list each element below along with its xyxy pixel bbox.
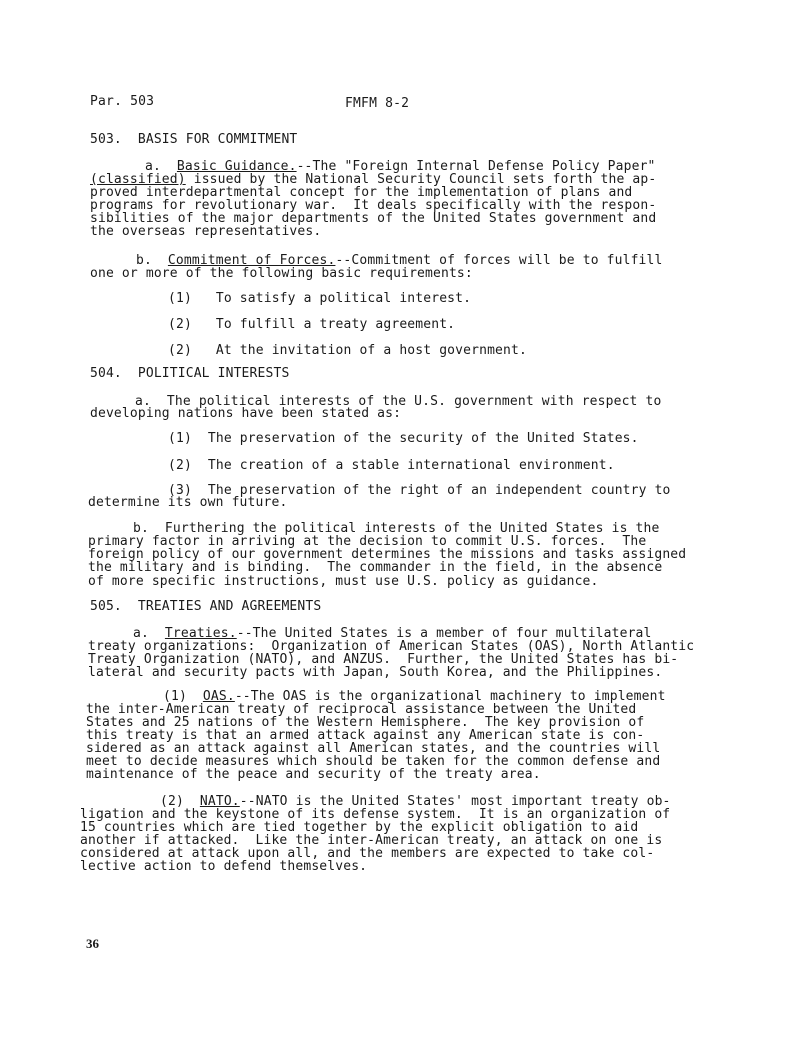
nato-title: NATO. (199, 794, 240, 809)
para-503a-classified: (classified) (90, 172, 186, 187)
para-503b-line-2: one or more of the following basic requirements: (90, 266, 473, 281)
para-503a-line-3: proved interdepartmental concept for the implementation of plans and (90, 185, 633, 200)
running-header-left: Par. 503 (90, 94, 155, 109)
oas-line-5: sidered as an attack against all American states, and the countries will (86, 741, 661, 756)
oas-line-3: States and 25 nations of the Western Hemisphere. The key provision of (86, 715, 645, 730)
para-503a-title: Basic Guidance. (176, 159, 297, 174)
oas-line-2: the inter-American treaty of reciprocal assistance between the United (86, 702, 637, 717)
running-header-center: FMFM 8-2 (345, 96, 410, 111)
interest-1: (1) The preservation of the security of the United States. (168, 431, 639, 446)
oas-line-6: meet to decide measures which should be taken for the common defense and (86, 754, 661, 769)
section-503-heading: 503. BASIS FOR COMMITMENT (90, 132, 298, 147)
nato-line-4: another if attacked. Like the inter-American treaty, an attack on one is (80, 833, 663, 848)
para-503a-line-4: programs for revolutionary war. It deals specifically with the respon- (90, 198, 657, 213)
para-504b-line-2: primary factor in arriving at the decision to commit U.S. forces. The (88, 534, 647, 549)
para-505a-title: Treaties. (164, 626, 237, 641)
para-504b-line-3: foreign policy of our government determines the missions and tasks assigned (88, 547, 687, 562)
oas-title: OAS. (202, 689, 235, 704)
interest-3-line-1: (3) The preservation of the right of an independent country to (168, 483, 671, 498)
para-503a-line-6: the overseas representatives. (90, 224, 322, 239)
para-503b-number: b. (136, 253, 168, 268)
para-503b-title: Commitment of Forces. (167, 253, 336, 268)
para-505a-number: a. (133, 626, 165, 641)
oas-line-4: this treaty is that an armed attack against any American state is con- (86, 728, 645, 743)
nato-line-2: ligation and the keystone of its defense system. It is an organization of (80, 807, 671, 822)
nato-line-3: 15 countries which are tied together by the explicit obligation to aid (80, 820, 639, 835)
para-505a-line-2: treaty organizations: Organization of American States (OAS), North Atlantic (88, 639, 695, 654)
para-505a-line-4: lateral and security pacts with Japan, South Korea, and the Philippines. (88, 665, 663, 680)
para-503b-text-1: --Commitment of forces will be to fulfill (335, 253, 663, 268)
nato-text-1: --NATO is the United States' most important treaty ob- (239, 794, 671, 809)
requirement-3: (2) At the invitation of a host government. (168, 343, 527, 358)
para-504a-line-1: a. The political interests of the U.S. government with respect to (135, 394, 662, 409)
interest-3-line-2: determine its own future. (88, 495, 288, 510)
para-503a-text-1: --The "Foreign Internal Defense Policy Paper" (296, 159, 656, 174)
page-number: 36 (86, 936, 99, 951)
requirement-1: (1) To satisfy a political interest. (168, 291, 472, 306)
para-504b-line-5: of more specific instructions, must use U.S. policy as guidance. (88, 574, 599, 589)
oas-text-1: --The OAS is the organizational machinery to implement (234, 689, 666, 704)
para-504a-line-2: developing nations have been stated as: (90, 406, 402, 421)
para-503a-line-5: sibilities of the major departments of the United States government and (90, 211, 657, 226)
section-504-heading: 504. POLITICAL INTERESTS (90, 366, 290, 381)
nato-line-5: considered at attack upon all, and the members are expected to take col- (80, 846, 655, 861)
requirement-2: (2) To fulfill a treaty agreement. (168, 317, 456, 332)
para-504b-line-4: the military and is binding. The commander in the field, in the absence (88, 560, 663, 575)
para-503a-text-2: issued by the National Security Council sets forth the ap- (185, 172, 657, 187)
nato-number: (2) (160, 794, 200, 809)
oas-number: (1) (163, 689, 203, 704)
para-504b-line-1: b. Furthering the political interests of the United States is the (133, 521, 660, 536)
oas-line-7: maintenance of the peace and security of the treaty area. (86, 767, 541, 782)
para-505a-line-3: Treaty Organization (NATO), and ANZUS. Further, the United States has bi- (88, 652, 679, 667)
nato-line-6: lective action to defend themselves. (80, 859, 368, 874)
para-503a-number: a. (145, 159, 177, 174)
para-505a-text-1: --The United States is a member of four multilateral (236, 626, 652, 641)
interest-2: (2) The creation of a stable international environment. (168, 458, 615, 473)
section-505-heading: 505. TREATIES AND AGREEMENTS (90, 599, 322, 614)
